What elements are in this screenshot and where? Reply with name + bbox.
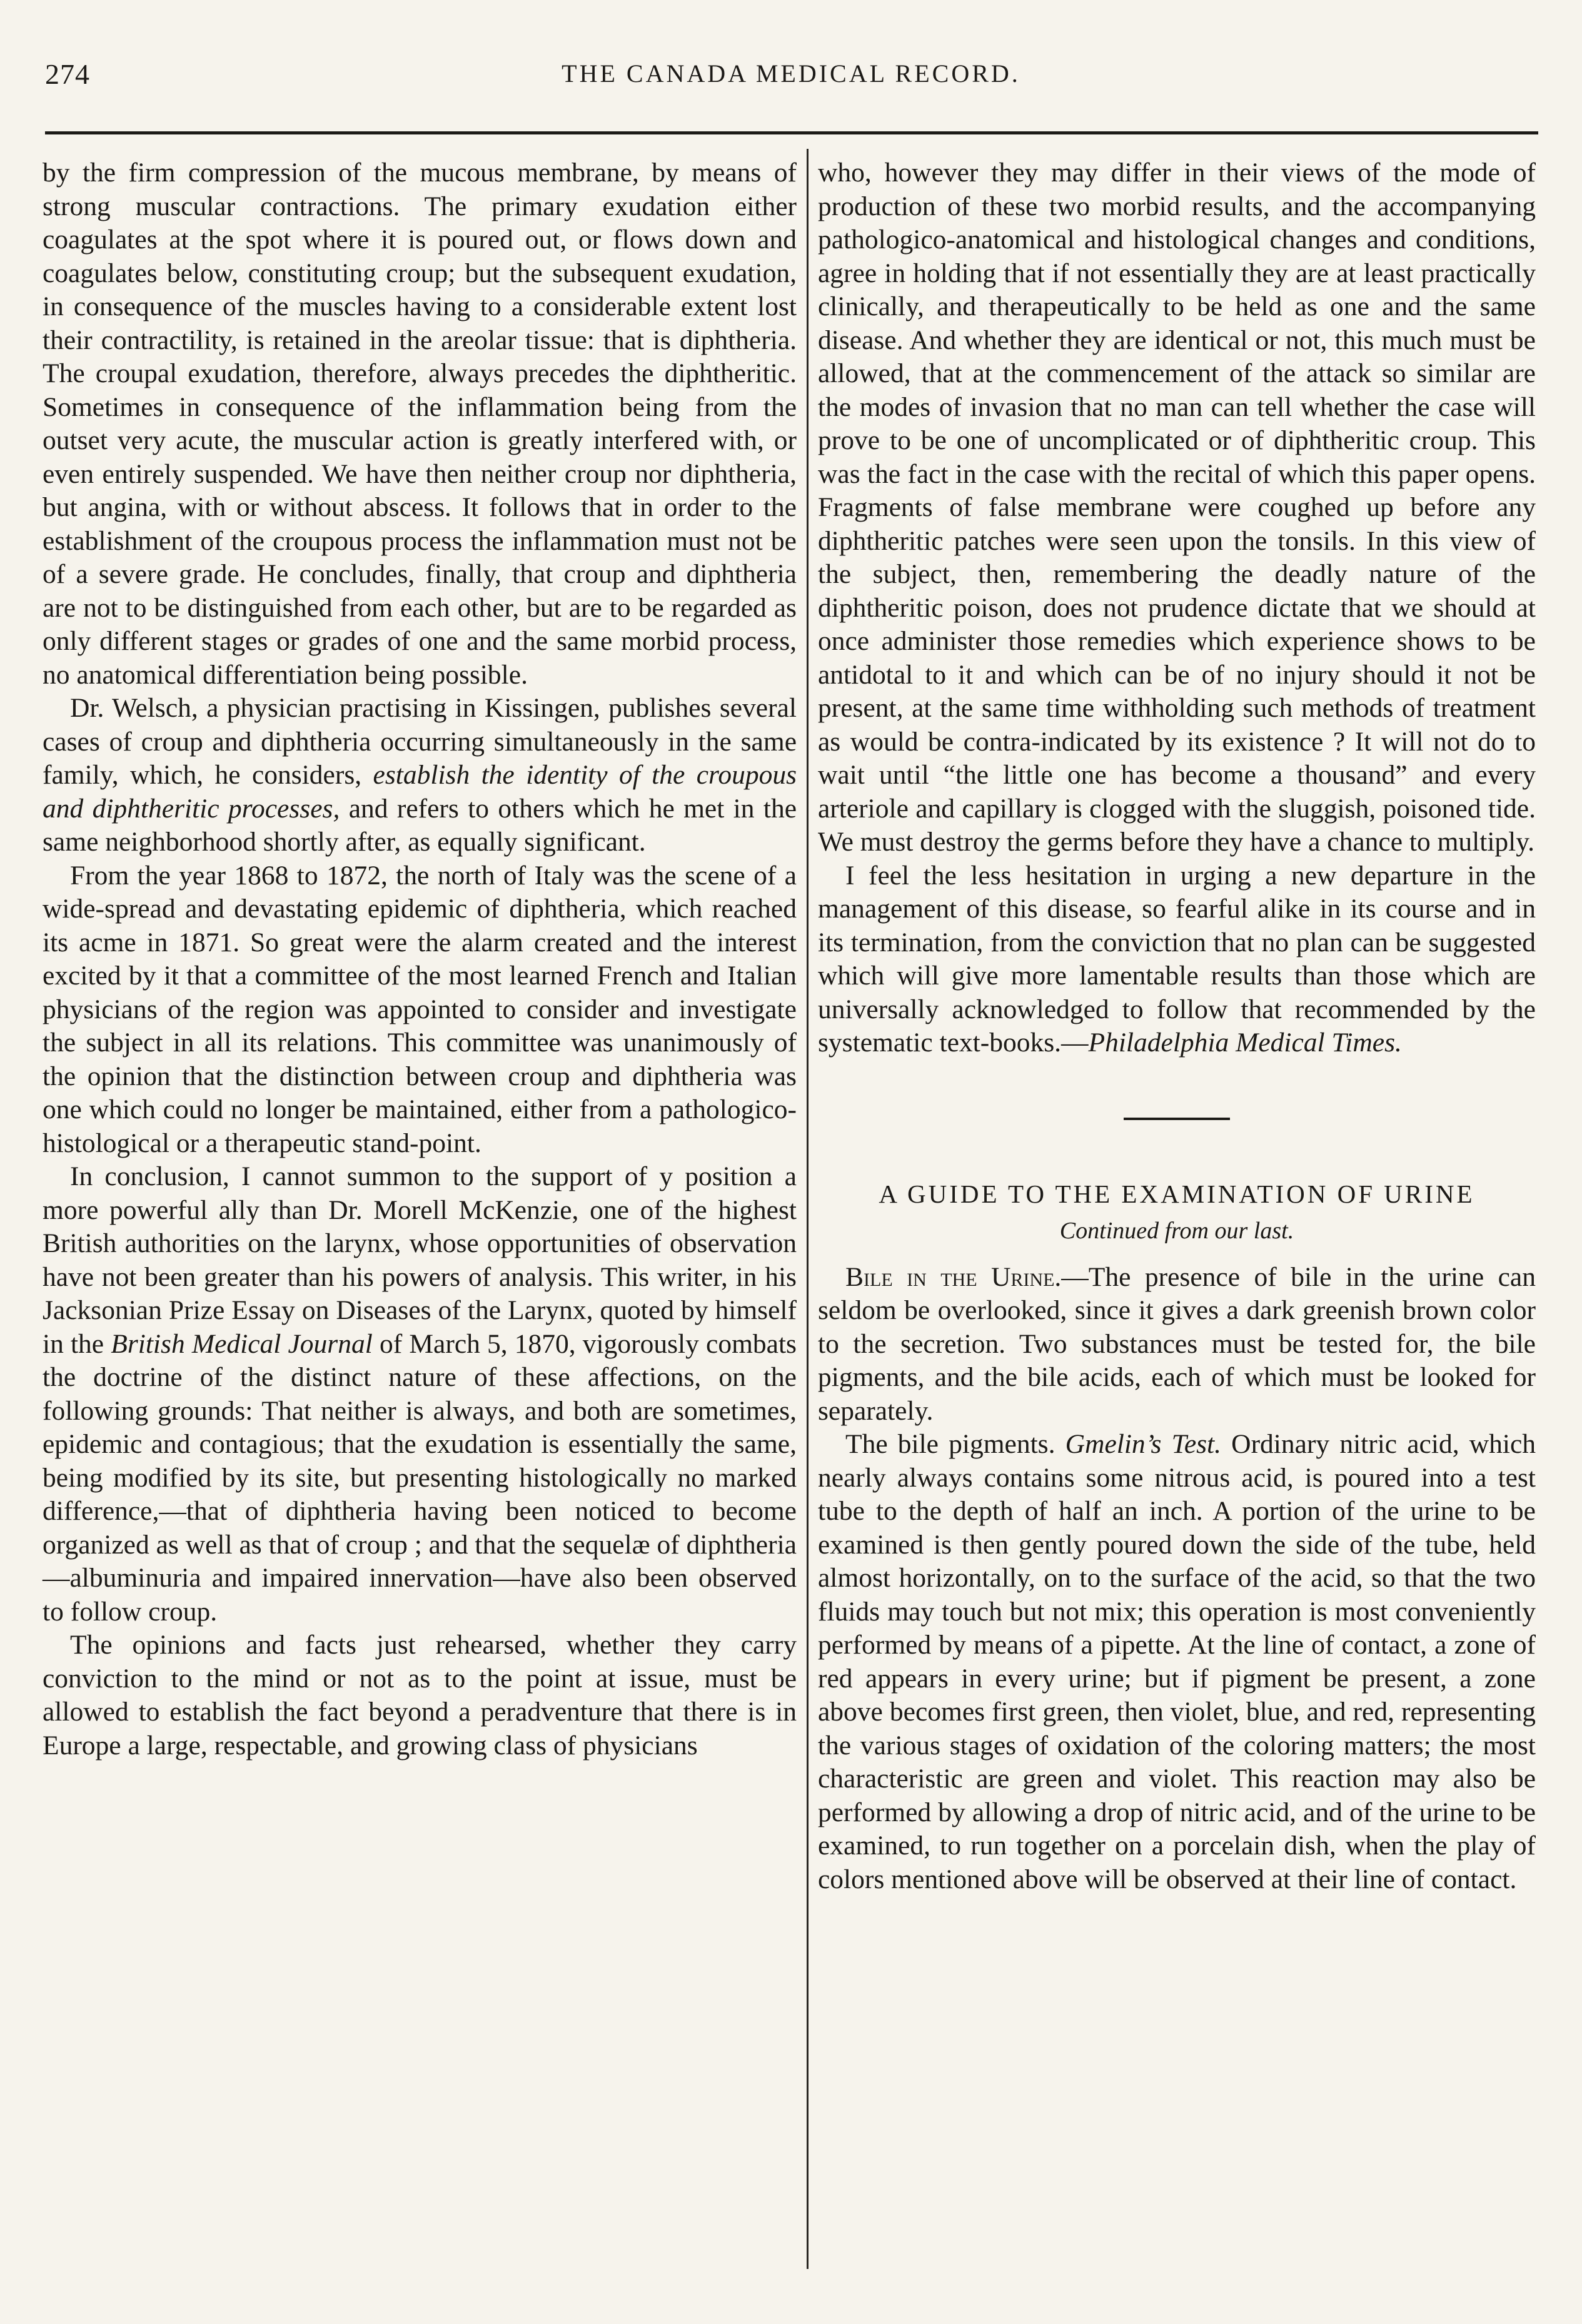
paragraph-bile-in-urine [818,1261,1536,1428]
source-citation: Philadelphia Medical Times. [1088,1028,1402,1058]
header-rule [45,131,1538,134]
paragraph-text: of March 5, 1870, vigorously combats the doctrine of the distinct nature of these affections, on the following grounds: That neither is always, and both are sometimes, epidemic and contagious; that the exudation is essentially the same, being modified by its site, but presenting histologically no marked difference,—that of diphtheria having been noticed to become organized as well as that of croup ; and that the sequelæ of diphtheria—albuminuria and impaired innervation—have also been observed to follow croup. [43,1328,797,1627]
paragraph-opinions: The opinions and facts just rehearsed, whether they carry conviction to the mind or not as to the point at issue, must be allowed to establish the fact beyond a peradventure that there is in Europe a large, respectable, and growing class of physicians [43,1630,797,1761]
paragraph-continued: who, however they may differ in their views of the mode of production of these two morbid results, and the accompanying pathologico-anatomical and histological changes and conditions, agree in holding that if not essentially they are at least practically clinically, and therapeutically to be held as one and the same disease. And whether they are identical or not, this much must be allowed, that at the commencement of the attack so similar are the modes of invasion that no man can tell whether the case will prove to be one of uncomplicated or of diphtheritic croup. This was the fact in the case with the recital of which this paper opens. Fragments of false membrane were coughed up before any diphtheritic patches were seen upon the tonsils. In this view of the subject, then, remembering the deadly nature of the diphtheritic poison, does not prudence dictate that we should at once administer those remedies which experience shows to be antidotal to it and which can be of no injury should it not be present, at the same time withholding such methods of treatment as would be contra-indicated by its existence ? It will not do to wait until “the little one has become a thousand” and every arteriole and capillary is clogged with the sluggish, poisoned tide. We must destroy the germs before they have a chance to multiply. [818,158,1536,857]
section-separator [1124,1118,1230,1120]
journal-citation: British Medical Journal [111,1328,373,1359]
section-title: A GUIDE TO THE EXAMINATION OF URINE [879,1179,1475,1208]
page-number: 274 [45,58,90,90]
right-column [818,156,1536,1896]
paragraph-mckenzie [43,1160,797,1629]
paragraph-gmelin-test [818,1428,1536,1896]
paragraph-croup-diphtheria-stages: by the firm compression of the mucous membrane, by means of strong muscular contractions. The primary exudation either coagulates at the spot where it is poured out, or flows down and coagulates below, constituting croup; but the subsequent exudation, in consequence of the muscles having to a considerable extent lost their contractility, is retained in the areolar tissue: that is diphtheria. The croupal exudation, therefore, always precedes the diphtheritic. Sometimes in consequence of the inflammation being from the outset very acute, the muscular action is greatly interfered with, or even entirely suspended. We have then neither croup nor diphtheria, but angina, with or without abscess. It follows that in order to the establishment of the croupous process the inflammation must not be of a severe grade. He concludes, finally, that croup and diphtheria are not to be distinguished from each other, but are to be regarded as only different stages or grades of one and the same morbid process, no anatomical differentiation being possible. [43,158,797,690]
paragraph-italy-epidemic: From the year 1868 to 1872, the north of Italy was the scene of a wide-spread and devastating epidemic of diphtheria, which reached its acme in 1871. So great were the alarm created and the interest excited by it that a committee of the most learned French and Italian physicians of the region was appointed to consider and investigate the subject in all its relations. This committee was unanimously of the opinion that the distinction between croup and diphtheria was one which could no longer be maintained, either from a pathologico-histological or a therapeutic stand-point. [43,860,797,1158]
paragraph-text: —The presence of bile in the urine can seldom be overlooked, since it gives a dark greenish brown color to the secretion. Two substances must be tested for, the bile pigments, and the bile acids, each of which must be looked for separately. [818,1261,1536,1426]
left-column [43,156,797,1762]
test-name: Gmelin’s Test. [1065,1429,1222,1459]
journal-running-head: THE CANADA MEDICAL RECORD. [562,59,1020,88]
paragraph-text: I feel the less hesitation in urging a new departure in the management of this disease, so fearful alike in its course and in its termination, from the conviction that no plan can be suggested which will give more lamentable results than those which are universally acknowledged to follow that recommended by the systematic text-books.— [818,860,1536,1058]
section-subtitle: Continued from our last. [1059,1218,1294,1244]
paragraph-text: The bile pigments. [845,1429,1056,1459]
paragraph-welsch [43,692,797,859]
column-divider [807,149,809,2269]
italic-phrase: establish the identity of the croupous and diphtheritic processes, [43,760,797,824]
paragraph-text: Dr. Welsch, a physician practising in Kissingen, publishes several cases of croup and diphtheria occurring simultaneously in the same family, which, he considers, [43,693,797,790]
paragraph-text: Ordinary nitric acid, which nearly always contains some nitrous acid, is poured into a test tube to the depth of half an inch. A portion of the urine to be examined is then gently poured down the side of the tube, held almost horizontally, on to the surface of the acid, so that the two fluids may touch but not mix; this operation is most conveniently performed by means of a pipette. At the line of contact, a zone of red appears in every urine; but if pigment be present, a zone above becomes first green, then violet, blue, and red, representing the various stages of oxidation of the coloring matters; the most characteristic are green and violet. This reaction may also be performed by allowing a drop of nitric acid, and of the urine to be examined, to run together on a porcelain dish, when the play of colors mentioned above will be observed at their line of contact. [818,1429,1536,1894]
run-in-heading: Bile in the Urine. [845,1261,1062,1292]
paragraph-new-departure [818,859,1536,1060]
paragraph-text: and refers to others which he met in the same neighborhood shortly after, as equally significant. [43,793,797,857]
paragraph-text: In conclusion, I cannot summon to the support of y position a more powerful ally than Dr. Morell McKenzie, one of the highest British authorities on the larynx, whose opportunities of observation have not been greater than his powers of analysis. This writer, in his Jacksonian Prize Essay on Diseases of the Larynx, quoted by himself in the [43,1161,797,1359]
